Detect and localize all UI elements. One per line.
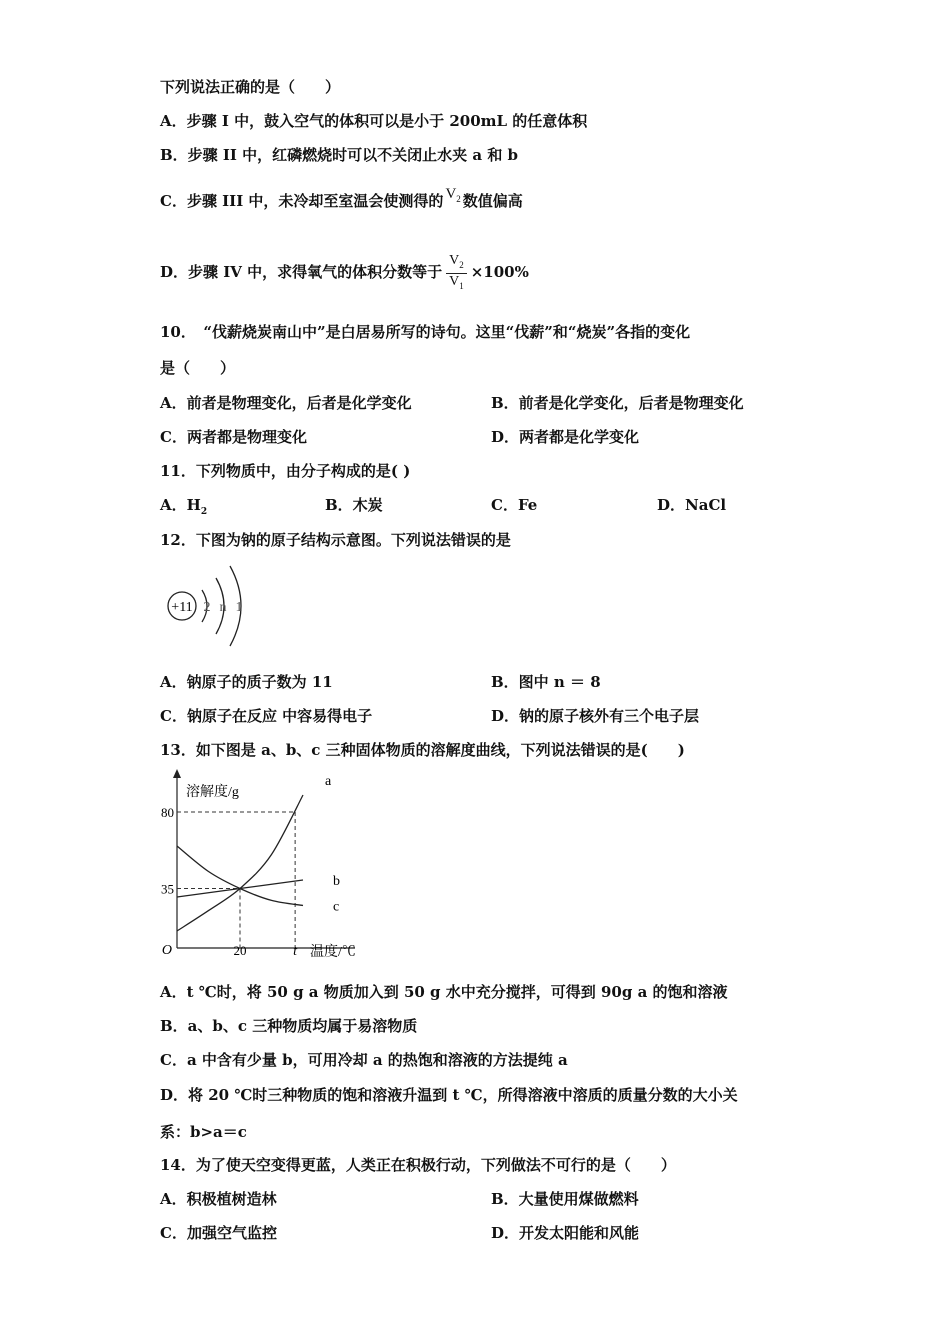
q10-option-c: C．两者都是物理变化 (160, 428, 307, 446)
q10-option-a: A．前者是物理变化，后者是化学变化 (160, 394, 412, 412)
q14-option-d: D．开发太阳能和风能 (491, 1224, 640, 1242)
q9-option-b: B．步骤 II 中，红磷燃烧时可以不关闭止水夹 a 和 b (160, 146, 519, 164)
q12-option-a: A．钠原子的质子数为 11 (160, 673, 333, 691)
tick-labels (161, 805, 298, 959)
y-tick-80: 80 (161, 805, 174, 820)
q11-option-a: A．$H_2$ (160, 496, 208, 517)
q9-option-d-text: D．步骤 IV 中，求得氧气的体积分数等于 (160, 263, 443, 281)
q9-stem: 下列说法正确的是（ ） (160, 78, 341, 96)
y-axis-arrow (173, 769, 181, 778)
x-axis-label: 温度/℃ (310, 945, 356, 960)
q14-option-b: B．大量使用煤做燃料 (491, 1190, 639, 1208)
q14-stem: 14．为了使天空变得更蓝，人类正在积极行动，下列做法不可行的是（ ） (160, 1156, 676, 1174)
x-tick-20: 20 (233, 943, 247, 958)
q12-stem: 12．下图为钠的原子结构示意图。下列说法错误的是 (160, 531, 511, 549)
q12-option-b: B．图中 n ＝ 8 (491, 673, 601, 691)
q10-stem-line2: 是（ ） (160, 359, 236, 377)
q11-option-c: C．Fe (491, 496, 538, 514)
q13-option-d-line2: 系：b>a＝c (160, 1123, 247, 1141)
q10-stem-line1: 10． “伐薪烧炭南山中”是白居易所写的诗句。这里“伐薪”和“烧炭”各指的变化 (160, 323, 691, 341)
q10-option-b: B．前者是化学变化，后者是物理变化 (491, 394, 744, 412)
q13-option-d-line1: D．将 20 ℃时三种物质的饱和溶液升温到 t ℃，所得溶液中溶质的质量分数的大小关 (160, 1086, 738, 1104)
q9-option-c-text: C．步骤 III 中，未冷却至室温会使测得的 (160, 192, 444, 210)
q13-option-c: C．a 中含有少量 b，可用冷却 a 的热饱和溶液的方法提纯 a (160, 1051, 568, 1069)
y-axis-label: 溶解度/g (186, 785, 239, 800)
q11-stem: 11．下列物质中，由分子构成的是( ) (160, 462, 411, 480)
guide-lines (177, 812, 295, 948)
sodium-atom-diagram (160, 560, 250, 652)
q12-option-c: C．钠原子在反应 中容易得电子 (160, 707, 373, 725)
q13-stem: 13．如下图是 a、b、c 三种固体物质的溶解度曲线，下列说法错误的是( ) (160, 741, 685, 759)
q14-option-c: C．加强空气监控 (160, 1224, 277, 1242)
q11-option-b: B．木炭 (325, 496, 383, 514)
q9-option-a: A．步骤 I 中，鼓入空气的体积可以是小于 200mL 的任意体积 (160, 112, 588, 130)
shell1-count: 2 (203, 600, 211, 615)
q13-option-b: B．a、b、c 三种物质均属于易溶物质 (160, 1017, 418, 1035)
series-label-b: b (333, 874, 340, 889)
q12-option-d: D．钠的原子核外有三个电子层 (491, 707, 700, 725)
x-tick-t: t (293, 944, 298, 959)
y-tick-35: 35 (161, 881, 174, 897)
origin-label: O (161, 943, 172, 958)
q11-option-d: D．NaCl (657, 496, 727, 514)
series-label-c: c (333, 899, 340, 915)
series-label-a: a (325, 773, 332, 789)
fraction-v2-v1: $\frac{V_2}{V_1}$ (446, 253, 467, 294)
v2-symbol: $V_2$ (445, 186, 461, 204)
q9-option-c (160, 186, 523, 217)
q9-option-d-tail: ×100% (470, 263, 529, 281)
q10-option-d: D．两者都是化学变化 (491, 428, 640, 446)
q13-option-a: A．t ℃时，将 50 g a 物质加入到 50 g 水中充分搅拌，可得到 90g a 的饱和溶液 (160, 983, 728, 1001)
q14-option-a: A．积极植树造林 (160, 1190, 277, 1208)
q9-option-d (160, 250, 529, 294)
shell2-count: n (219, 600, 227, 615)
q9-option-c-tail: 数值偏高 (462, 192, 523, 210)
nucleus-label: +11 (171, 600, 193, 615)
solubility-chart (150, 763, 370, 963)
shell3-count: 1 (235, 600, 243, 615)
